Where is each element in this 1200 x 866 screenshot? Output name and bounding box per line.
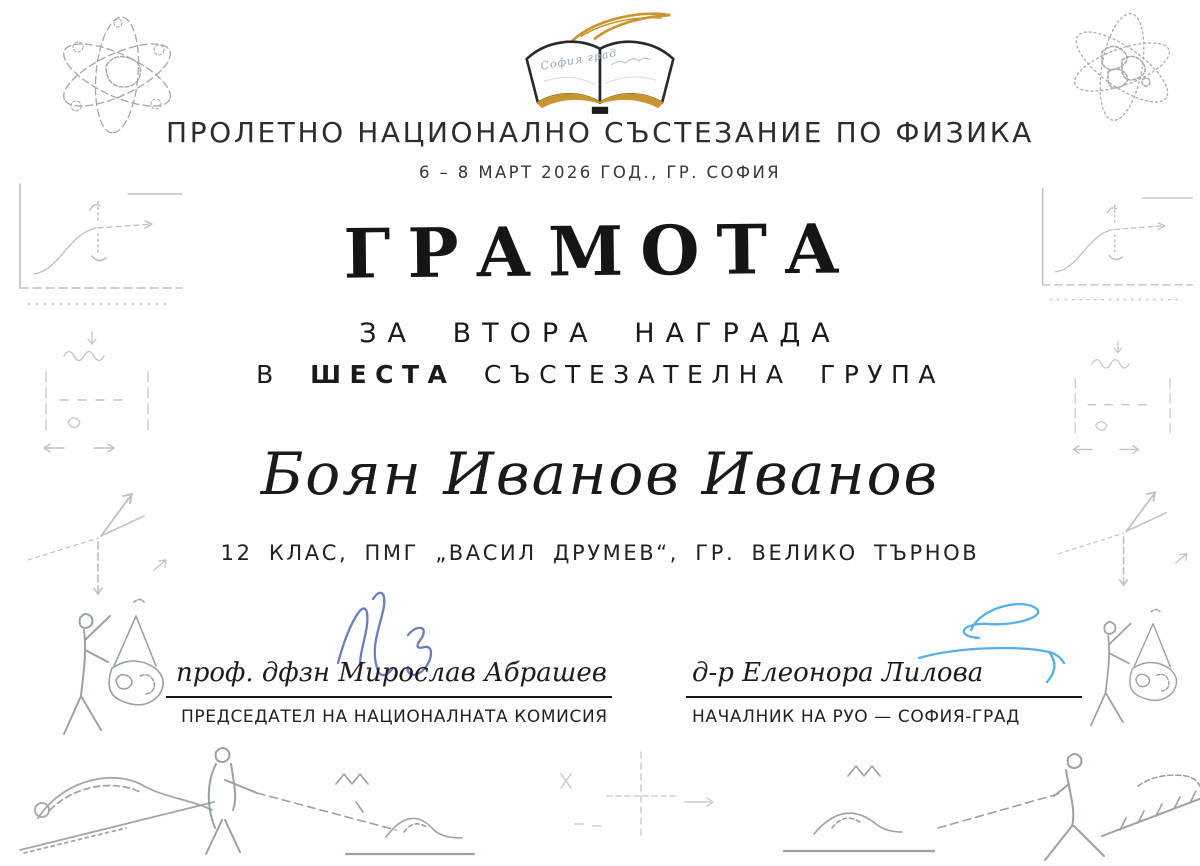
logo-inscription: София град — [539, 46, 619, 73]
atom-scribble-icon — [1050, 10, 1192, 124]
sledge-pulling-figure-sketch-icon — [194, 740, 556, 862]
recipient-details: 12 КЛАС, ПМГ „ВАСИЛ ДРУМЕВ“, ГР. ВЕЛИКО ТЪРНОВ — [220, 541, 980, 565]
figure-with-pendulum-sketch-icon — [56, 596, 188, 748]
award-group: ШЕСТА — [310, 360, 456, 389]
signer-title-right: НАЧАЛНИК НА РУО — СОФИЯ-ГРАД — [692, 707, 1020, 727]
sledge-pulling-figure-sketch-icon — [772, 738, 1200, 866]
date-location: 6 – 8 МАРТ 2026 ГОД., ГР. СОФИЯ — [418, 163, 782, 182]
figure-with-pendulum-sketch-icon — [1084, 596, 1198, 748]
faint-diagram-sketch-icon — [545, 744, 717, 856]
signer-title-left: ПРЕДСЕДАТЕЛ НА НАЦИОНАЛНАТА КОМИСИЯ — [181, 707, 608, 727]
signature-rule-right — [686, 696, 1082, 698]
award-line2-suffix: СЪСТЕЗАТЕЛНА ГРУПА — [455, 360, 944, 389]
award-line2-prefix: В — [256, 360, 311, 389]
award-line1: ЗА ВТОРА НАГРАДА — [359, 318, 841, 349]
signer-name-right: д-р Елеонора Лилова — [692, 658, 984, 688]
document-title: ГРАМОТА — [343, 209, 857, 295]
signature-rule-left — [166, 696, 612, 698]
recipient-name: Боян Иванов Иванов — [260, 440, 940, 508]
award-line2 — [0, 360, 1200, 389]
competition-title: ПРОЛЕТНО НАЦИОНАЛНО СЪСТЕЗАНИЕ ПО ФИЗИКА — [166, 116, 1034, 149]
signer-name-left: проф. дфзн Мирослав Абрашев — [176, 658, 607, 688]
